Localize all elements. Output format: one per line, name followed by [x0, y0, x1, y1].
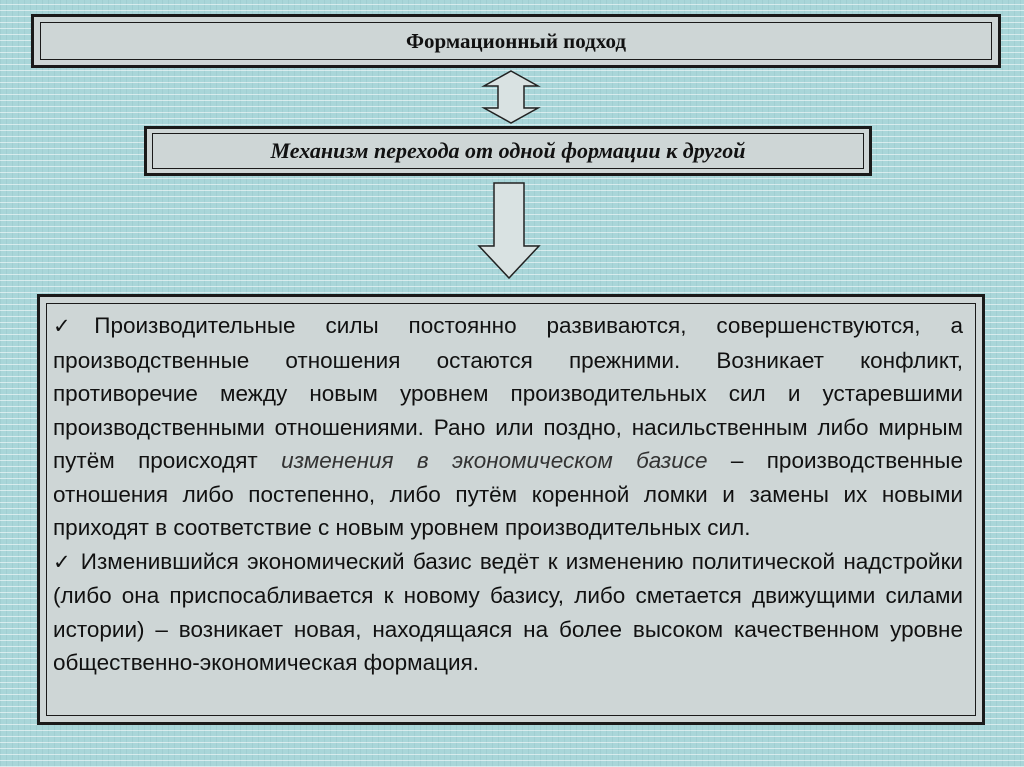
double-arrow-icon	[480, 70, 542, 124]
point-2-text: Изменившийся экономический базис ведёт к изменению политической надстройки (либо она приспосабливается к новому базису, либо сметается движущими силами истории) – возникает новая, находящаяся на более высоком качественном уровне общественно-экономическая формация.	[53, 548, 963, 675]
mechanism-heading: Механизм перехода от одной формации к другой	[152, 133, 864, 169]
content-text	[46, 303, 976, 716]
content-box	[37, 294, 985, 725]
check-icon: ✓	[53, 315, 95, 338]
point-2	[53, 545, 963, 680]
mechanism-box	[144, 126, 872, 176]
title-box	[31, 14, 1001, 68]
point-1-text-after: – производственные отношения либо постепенно, либо путём коренной ломки и замены их новыми приходят в соответствие с новым уровнем производительных сил.	[53, 448, 963, 540]
point-1-text-before: Производительные силы постоянно развиваются, совершенствуются, а производственные отношения остаются прежними. Возникает конфликт, противоречие между новым уровнем производительных сил и устаревшими производственными отношениями. Рано или поздно, насильственным либо мирным путём происходят	[53, 313, 963, 473]
down-arrow-icon	[476, 182, 542, 280]
point-1	[53, 309, 963, 545]
page-title: Формационный подход	[40, 22, 992, 60]
point-1-italic: изменения в экономическом базисе	[281, 448, 708, 473]
check-icon: ✓	[53, 550, 73, 574]
